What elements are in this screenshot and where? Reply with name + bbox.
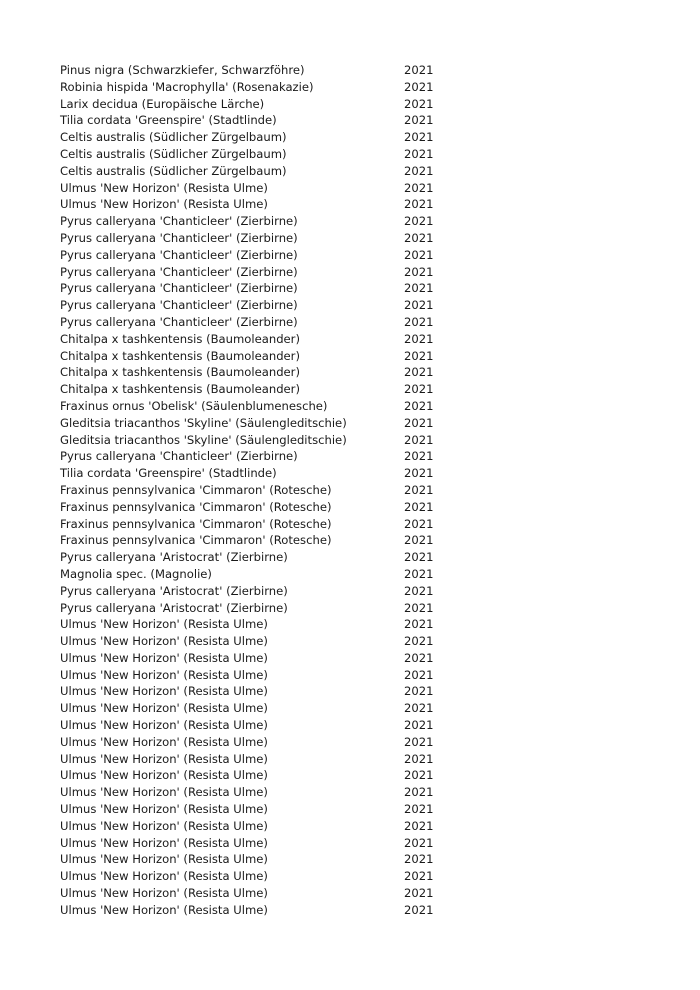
table-row <box>0 818 700 835</box>
table-row <box>0 280 700 297</box>
tree-species-name: Ulmus 'New Horizon' (Resista Ulme) <box>60 818 268 833</box>
tree-species-name: Ulmus 'New Horizon' (Resista Ulme) <box>60 768 268 783</box>
planting-year: 2021 <box>404 902 434 917</box>
table-row <box>0 297 700 314</box>
table-row <box>0 616 700 633</box>
tree-species-name: Ulmus 'New Horizon' (Resista Ulme) <box>60 852 268 867</box>
table-row <box>0 583 700 600</box>
tree-species-name: Tilia cordata 'Greenspire' (Stadtlinde) <box>60 466 277 481</box>
table-row <box>0 129 700 146</box>
tree-species-name: Pinus nigra (Schwarzkiefer, Schwarzföhre) <box>60 63 305 77</box>
table-row <box>0 465 700 482</box>
tree-species-name: Gleditsia triacanthos 'Skyline' (Säulengleditschie) <box>60 432 347 447</box>
tree-species-name: Celtis australis (Südlicher Zürgelbaum) <box>60 146 287 161</box>
tree-species-name: Ulmus 'New Horizon' (Resista Ulme) <box>60 684 268 699</box>
tree-species-name: Ulmus 'New Horizon' (Resista Ulme) <box>60 785 268 800</box>
table-row <box>0 247 700 264</box>
table-row <box>0 415 700 432</box>
planting-year: 2021 <box>404 617 434 632</box>
planting-year: 2021 <box>404 130 434 145</box>
planting-year: 2021 <box>404 818 434 833</box>
table-row <box>0 650 700 667</box>
table-row <box>0 112 700 129</box>
planting-year: 2021 <box>404 449 434 464</box>
tree-species-name: Ulmus 'New Horizon' (Resista Ulme) <box>60 835 268 850</box>
table-row <box>0 751 700 768</box>
planting-year: 2021 <box>404 365 434 380</box>
planting-year: 2021 <box>404 113 434 128</box>
tree-species-name: Ulmus 'New Horizon' (Resista Ulme) <box>60 667 268 682</box>
planting-year: 2021 <box>404 751 434 766</box>
planting-year: 2021 <box>404 214 434 229</box>
planting-year: 2021 <box>404 163 434 178</box>
tree-species-name: Ulmus 'New Horizon' (Resista Ulme) <box>60 617 268 632</box>
table-row <box>0 264 700 281</box>
tree-species-name: Celtis australis (Südlicher Zürgelbaum) <box>60 163 287 178</box>
tree-species-name: Pyrus calleryana 'Chanticleer' (Zierbirne) <box>60 449 298 464</box>
planting-year: 2021 <box>404 852 434 867</box>
planting-year: 2021 <box>404 768 434 783</box>
tree-species-name: Robinia hispida 'Macrophylla' (Rosenakazie) <box>60 79 314 94</box>
table-row <box>0 633 700 650</box>
planting-year: 2021 <box>404 230 434 245</box>
tree-species-name: Ulmus 'New Horizon' (Resista Ulme) <box>60 197 268 212</box>
tree-species-name: Pyrus calleryana 'Chanticleer' (Zierbirne) <box>60 230 298 245</box>
planting-year: 2021 <box>404 886 434 901</box>
planting-year: 2021 <box>404 583 434 598</box>
table-row <box>0 516 700 533</box>
tree-species-name: Pyrus calleryana 'Aristocrat' (Zierbirne) <box>60 583 288 598</box>
tree-species-name: Pyrus calleryana 'Chanticleer' (Zierbirne) <box>60 247 298 262</box>
planting-year: 2021 <box>404 281 434 296</box>
planting-year: 2021 <box>404 550 434 565</box>
planting-year: 2021 <box>404 835 434 850</box>
tree-species-name: Fraxinus pennsylvanica 'Cimmaron' (Rotesche) <box>60 533 332 548</box>
planting-year: 2021 <box>404 482 434 497</box>
table-row <box>0 364 700 381</box>
table-body <box>0 62 700 919</box>
planting-year: 2021 <box>404 197 434 212</box>
planting-year: 2021 <box>404 415 434 430</box>
table-row <box>0 700 700 717</box>
table-row <box>0 717 700 734</box>
tree-species-name: Ulmus 'New Horizon' (Resista Ulme) <box>60 751 268 766</box>
planting-year: 2021 <box>404 634 434 649</box>
planting-year: 2021 <box>404 314 434 329</box>
table-row <box>0 448 700 465</box>
table-row <box>0 566 700 583</box>
table-row <box>0 767 700 784</box>
tree-species-name: Ulmus 'New Horizon' (Resista Ulme) <box>60 701 268 716</box>
table-row <box>0 683 700 700</box>
tree-species-name: Chitalpa x tashkentensis (Baumoleander) <box>60 382 300 397</box>
tree-species-name: Fraxinus pennsylvanica 'Cimmaron' (Rotesche) <box>60 482 332 497</box>
table-row <box>0 398 700 415</box>
tree-species-name: Chitalpa x tashkentensis (Baumoleander) <box>60 348 300 363</box>
planting-year: 2021 <box>404 63 434 77</box>
tree-species-name: Pyrus calleryana 'Aristocrat' (Zierbirne) <box>60 600 288 615</box>
tree-species-name: Pyrus calleryana 'Chanticleer' (Zierbirne) <box>60 264 298 279</box>
planting-year: 2021 <box>404 701 434 716</box>
table-row <box>0 549 700 566</box>
table-row <box>0 314 700 331</box>
table-row <box>0 600 700 617</box>
planting-year: 2021 <box>404 684 434 699</box>
table-row <box>0 331 700 348</box>
tree-species-name: Celtis australis (Südlicher Zürgelbaum) <box>60 130 287 145</box>
planting-year: 2021 <box>404 785 434 800</box>
tree-species-name: Ulmus 'New Horizon' (Resista Ulme) <box>60 718 268 733</box>
planting-year: 2021 <box>404 180 434 195</box>
planting-year: 2021 <box>404 650 434 665</box>
planting-year: 2021 <box>404 533 434 548</box>
table-row <box>0 885 700 902</box>
tree-species-name: Pyrus calleryana 'Chanticleer' (Zierbirne) <box>60 314 298 329</box>
table-row <box>0 499 700 516</box>
tree-species-name: Pyrus calleryana 'Chanticleer' (Zierbirne) <box>60 214 298 229</box>
tree-species-name: Chitalpa x tashkentensis (Baumoleander) <box>60 365 300 380</box>
tree-species-name: Larix decidua (Europäische Lärche) <box>60 96 265 111</box>
tree-species-name: Ulmus 'New Horizon' (Resista Ulme) <box>60 802 268 817</box>
table-row <box>0 835 700 852</box>
tree-species-name: Ulmus 'New Horizon' (Resista Ulme) <box>60 869 268 884</box>
table-row <box>0 62 700 79</box>
table-row <box>0 784 700 801</box>
planting-year: 2021 <box>404 348 434 363</box>
planting-year: 2021 <box>404 382 434 397</box>
tree-species-name: Magnolia spec. (Magnolie) <box>60 566 212 581</box>
table-row <box>0 851 700 868</box>
tree-species-name: Fraxinus ornus 'Obelisk' (Säulenblumenesche) <box>60 398 328 413</box>
table-row <box>0 868 700 885</box>
planting-year: 2021 <box>404 802 434 817</box>
planting-year: 2021 <box>404 96 434 111</box>
tree-species-name: Pyrus calleryana 'Chanticleer' (Zierbirne) <box>60 281 298 296</box>
table-row <box>0 902 700 919</box>
tree-species-name: Ulmus 'New Horizon' (Resista Ulme) <box>60 902 268 917</box>
tree-species-name: Ulmus 'New Horizon' (Resista Ulme) <box>60 650 268 665</box>
table-row <box>0 432 700 449</box>
tree-species-name: Ulmus 'New Horizon' (Resista Ulme) <box>60 734 268 749</box>
table-row <box>0 381 700 398</box>
tree-species-name: Ulmus 'New Horizon' (Resista Ulme) <box>60 634 268 649</box>
planting-year: 2021 <box>404 499 434 514</box>
tree-species-name: Tilia cordata 'Greenspire' (Stadtlinde) <box>60 113 277 128</box>
table-row <box>0 96 700 113</box>
planting-year: 2021 <box>404 247 434 262</box>
planting-year: 2021 <box>404 298 434 313</box>
tree-species-name: Chitalpa x tashkentensis (Baumoleander) <box>60 331 300 346</box>
planting-year: 2021 <box>404 466 434 481</box>
table-row <box>0 163 700 180</box>
tree-species-name: Pyrus calleryana 'Aristocrat' (Zierbirne) <box>60 550 288 565</box>
tree-species-name: Fraxinus pennsylvanica 'Cimmaron' (Rotesche) <box>60 516 332 531</box>
planting-year: 2021 <box>404 264 434 279</box>
table-row <box>0 196 700 213</box>
table-row <box>0 146 700 163</box>
planting-year: 2021 <box>404 667 434 682</box>
table-row <box>0 79 700 96</box>
table-row <box>0 348 700 365</box>
planting-year: 2021 <box>404 600 434 615</box>
planting-year: 2021 <box>404 79 434 94</box>
table-row <box>0 213 700 230</box>
table-row <box>0 667 700 684</box>
planting-year: 2021 <box>404 718 434 733</box>
tree-species-name: Pyrus calleryana 'Chanticleer' (Zierbirne) <box>60 298 298 313</box>
table-row <box>0 734 700 751</box>
planting-year: 2021 <box>404 398 434 413</box>
tree-species-name: Ulmus 'New Horizon' (Resista Ulme) <box>60 886 268 901</box>
planting-year: 2021 <box>404 566 434 581</box>
table-row <box>0 180 700 197</box>
planting-year: 2021 <box>404 516 434 531</box>
table-row <box>0 482 700 499</box>
planting-year: 2021 <box>404 432 434 447</box>
table-row <box>0 230 700 247</box>
tree-species-name: Gleditsia triacanthos 'Skyline' (Säulengleditschie) <box>60 415 347 430</box>
tree-species-name: Fraxinus pennsylvanica 'Cimmaron' (Rotesche) <box>60 499 332 514</box>
planting-year: 2021 <box>404 146 434 161</box>
tree-species-name: Ulmus 'New Horizon' (Resista Ulme) <box>60 180 268 195</box>
planting-year: 2021 <box>404 734 434 749</box>
tree-species-table <box>0 62 700 919</box>
table-row <box>0 801 700 818</box>
table-row <box>0 532 700 549</box>
planting-year: 2021 <box>404 869 434 884</box>
planting-year: 2021 <box>404 331 434 346</box>
